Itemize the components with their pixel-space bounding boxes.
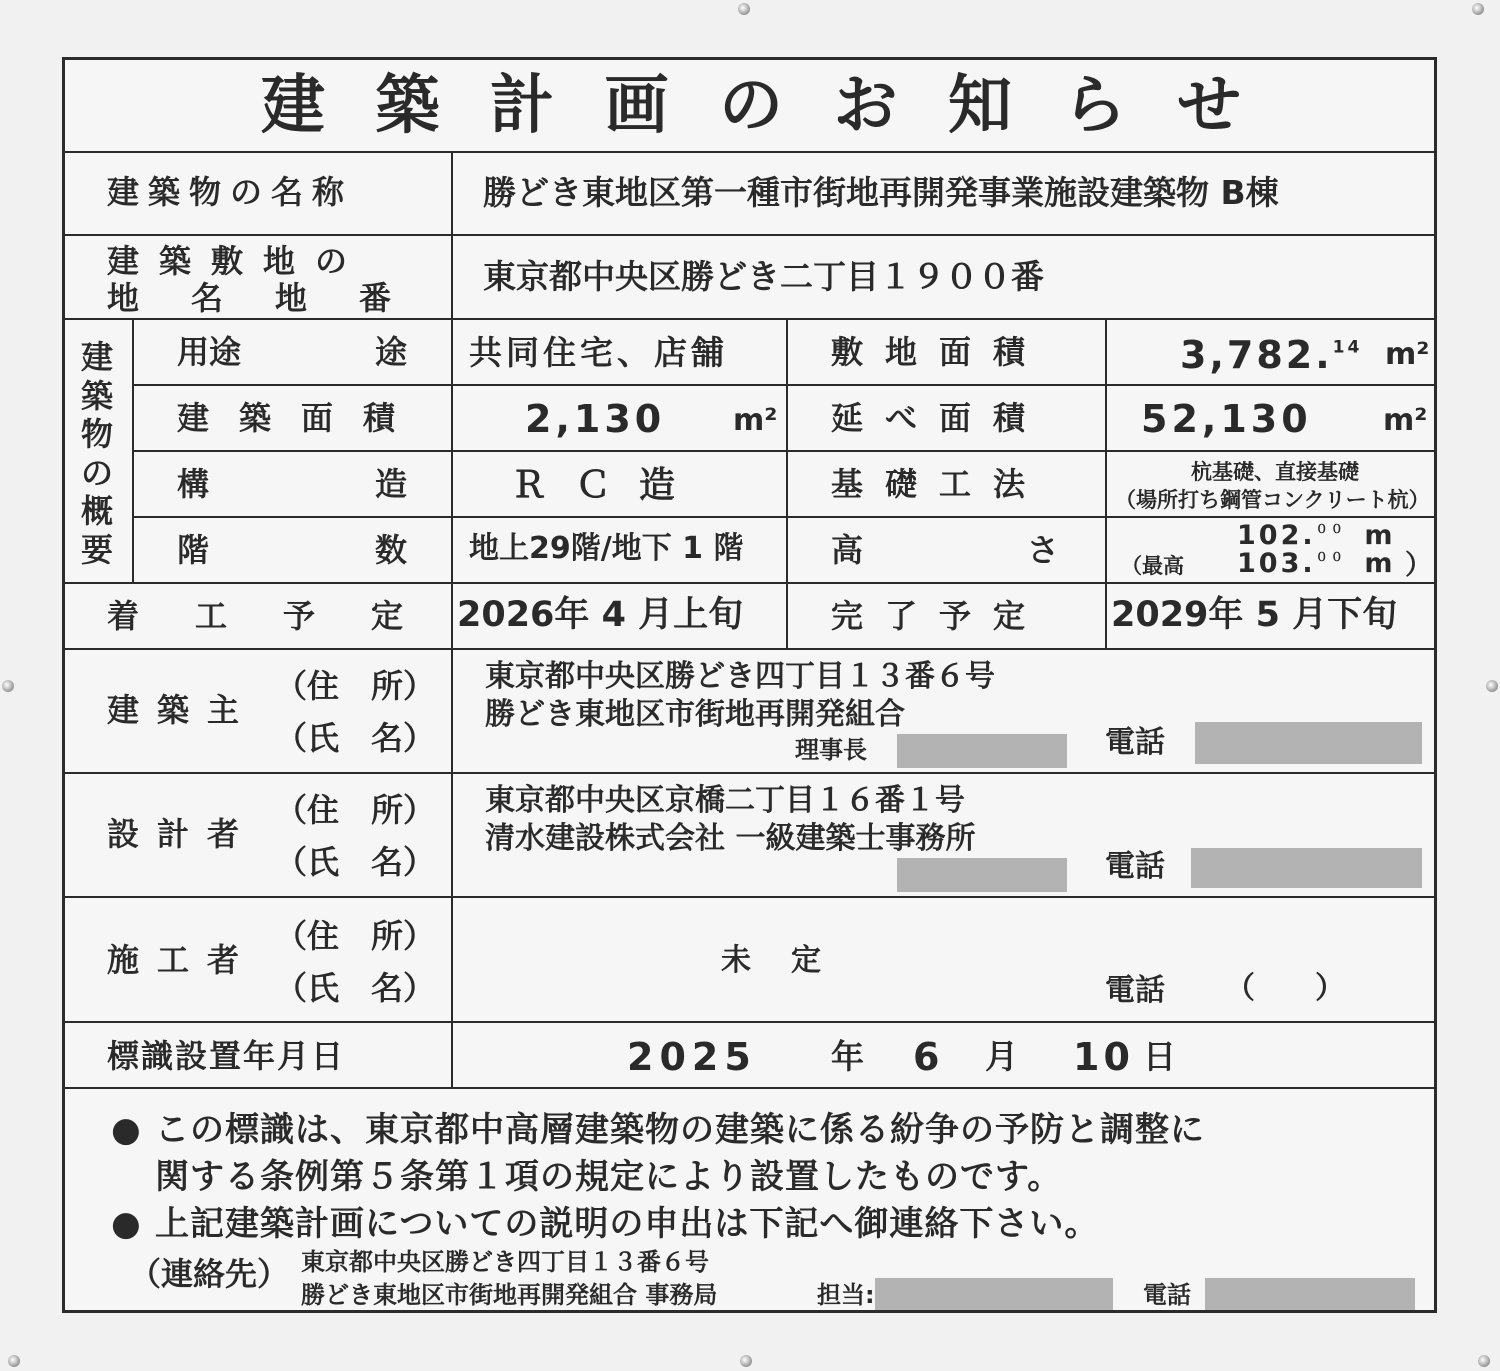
- structure-value: ＲＣ造: [511, 465, 704, 506]
- max-height-number: 103.: [1237, 548, 1316, 579]
- redacted-contact-phone: [1205, 1278, 1415, 1310]
- note2-bullet: ●: [111, 1204, 141, 1244]
- use-value: 共同住宅、店舗: [469, 333, 728, 372]
- screw-icon: [738, 3, 750, 15]
- sign-date-year-unit: 年: [831, 1037, 864, 1076]
- building-area-value: 2,130: [525, 397, 666, 441]
- sign-date-label: 標識設置年月日: [107, 1037, 346, 1075]
- building-area-unit: m²: [733, 403, 778, 438]
- sign-date-year: 2025: [627, 1035, 757, 1079]
- title-char: ら: [1062, 69, 1127, 143]
- note1-line2: 関する条例第５条第１項の規定により設置したものです。: [155, 1157, 1063, 1197]
- use-label: 用途: [177, 333, 242, 371]
- contractor-address-label: （住 所）: [275, 917, 436, 955]
- redacted-contact-person: [875, 1278, 1113, 1310]
- height-unit: m: [1364, 520, 1396, 551]
- owner-name-label: （氏 名）: [275, 719, 436, 757]
- owner-address: 東京都中央区勝どき四丁目１３番６号: [485, 659, 995, 694]
- site-area-number: 3,782.: [1180, 333, 1333, 377]
- site-area-unit: m²: [1385, 337, 1430, 372]
- owner-label: 建築主: [107, 691, 258, 729]
- building-name-label: 建築物の名称: [107, 173, 354, 211]
- designer-address: 東京都中央区京橋二丁目１６番１号: [485, 783, 965, 818]
- site-address-value: 東京都中央区勝どき二丁目１９００番: [483, 257, 1044, 296]
- owner-title: 理事長: [795, 736, 867, 764]
- title-char: の: [719, 69, 783, 143]
- owner-name: 勝どき東地区市街地再開発組合: [485, 697, 905, 732]
- height-label-2: さ: [1027, 531, 1060, 569]
- max-height-decimal: ００: [1315, 550, 1346, 565]
- max-height-label: （最高: [1121, 554, 1184, 578]
- site-area-value: [1180, 333, 1363, 377]
- site-area-decimal: 14: [1332, 337, 1363, 358]
- contact-phone-label: 電話: [1143, 1281, 1191, 1309]
- designer-label: 設計者: [107, 815, 258, 853]
- foundation-label: 基礎工法: [831, 465, 1048, 503]
- redacted-owner-phone: [1195, 722, 1422, 764]
- contractor-label: 施工者: [107, 941, 258, 979]
- foundation-value-line1: 杭基礎、直接基礎: [1191, 460, 1359, 484]
- start-value: 2026年 4 月上旬: [457, 595, 744, 635]
- height-number: 102.: [1237, 520, 1316, 551]
- note1-line1: この標識は、東京都中高層建築物の建築に係る紛争の予防と調整に: [155, 1110, 1205, 1150]
- floors-label-2: 数: [375, 531, 408, 569]
- overview-side-label: 建築物の概要: [81, 338, 114, 569]
- screw-icon: [1486, 680, 1498, 692]
- start-label: 着工予定: [107, 597, 460, 635]
- max-height-close: ）: [1405, 550, 1432, 581]
- use-label-2: 途: [375, 333, 408, 371]
- building-name-value: 勝どき東地区第一種市街地再開発事業施設建築物 B棟: [483, 173, 1279, 212]
- floors-label: 階: [177, 531, 210, 569]
- screw-icon: [8, 1355, 20, 1367]
- contact-address: 東京都中央区勝どき四丁目１３番６号: [301, 1248, 709, 1276]
- height-decimal: ００: [1315, 522, 1346, 537]
- redacted-owner-name: [897, 734, 1067, 768]
- sign-date-month-unit: 月: [985, 1037, 1018, 1076]
- structure-label-2: 造: [375, 465, 408, 503]
- owner-address-label: （住 所）: [275, 667, 436, 705]
- max-height-unit: m: [1364, 548, 1396, 579]
- title-char: 知: [948, 69, 1012, 143]
- contractor-phone-close: ）: [1315, 971, 1345, 1006]
- title-char: お: [833, 69, 898, 143]
- structure-label: 構: [177, 465, 210, 503]
- title-char: 計: [490, 69, 554, 143]
- title-char: せ: [1177, 69, 1241, 143]
- contractor-value: 未定: [721, 943, 861, 978]
- notice-board: [62, 57, 1437, 1313]
- redacted-designer-phone: [1191, 848, 1422, 888]
- contact-name: 勝どき東地区市街地再開発組合 事務局: [301, 1281, 718, 1309]
- sign-date-month: 6: [913, 1035, 940, 1079]
- title-char: 築: [375, 69, 440, 143]
- note2-text: 上記建築計画についての説明の申出は下記へ御連絡下さい。: [155, 1204, 1100, 1244]
- floor-area-value: 52,130: [1141, 397, 1312, 441]
- contractor-phone-open: （: [1225, 971, 1255, 1006]
- designer-name-label: （氏 名）: [275, 843, 436, 881]
- designer-phone-label: 電話: [1105, 849, 1165, 884]
- note1-bullet: ●: [111, 1110, 141, 1150]
- foundation-value-line2: （場所打ち鋼管コンクリート杭）: [1115, 488, 1430, 512]
- contractor-name-label: （氏 名）: [275, 969, 436, 1007]
- site-label-line1: 建築敷地の: [107, 242, 368, 280]
- finish-value: 2029年 5 月下旬: [1111, 595, 1398, 635]
- max-height-value: [1237, 550, 1395, 577]
- floor-area-label: 延べ面積: [831, 399, 1048, 437]
- site-area-label: 敷地面積: [831, 333, 1048, 371]
- screw-icon: [1472, 3, 1484, 15]
- title-char: 建: [261, 69, 325, 143]
- sign-date-day: 10: [1073, 1035, 1134, 1079]
- height-value: [1237, 522, 1395, 549]
- building-area-label: 建築面積: [177, 399, 426, 437]
- finish-label: 完了予定: [831, 597, 1048, 635]
- contractor-phone-label: 電話: [1105, 973, 1165, 1008]
- designer-address-label: （住 所）: [275, 791, 436, 829]
- sign-date-day-unit: 日: [1143, 1037, 1176, 1076]
- title-char: 画: [604, 69, 669, 143]
- contact-label: （連絡先）: [129, 1255, 290, 1293]
- site-label-line2: 地名地番: [107, 279, 444, 317]
- floors-value: 地上29階/地下 1 階: [469, 531, 744, 566]
- screw-icon: [740, 1355, 752, 1367]
- redacted-designer-name: [897, 858, 1067, 892]
- contact-person-label: 担当:: [817, 1281, 875, 1309]
- floor-area-unit: m²: [1383, 403, 1428, 438]
- screw-icon: [2, 680, 14, 692]
- notice-title: [261, 69, 1241, 143]
- screw-icon: [1478, 1355, 1490, 1367]
- height-label: 高: [831, 531, 864, 569]
- designer-name: 清水建設株式会社 一級建築士事務所: [485, 821, 976, 856]
- owner-phone-label: 電話: [1105, 725, 1165, 760]
